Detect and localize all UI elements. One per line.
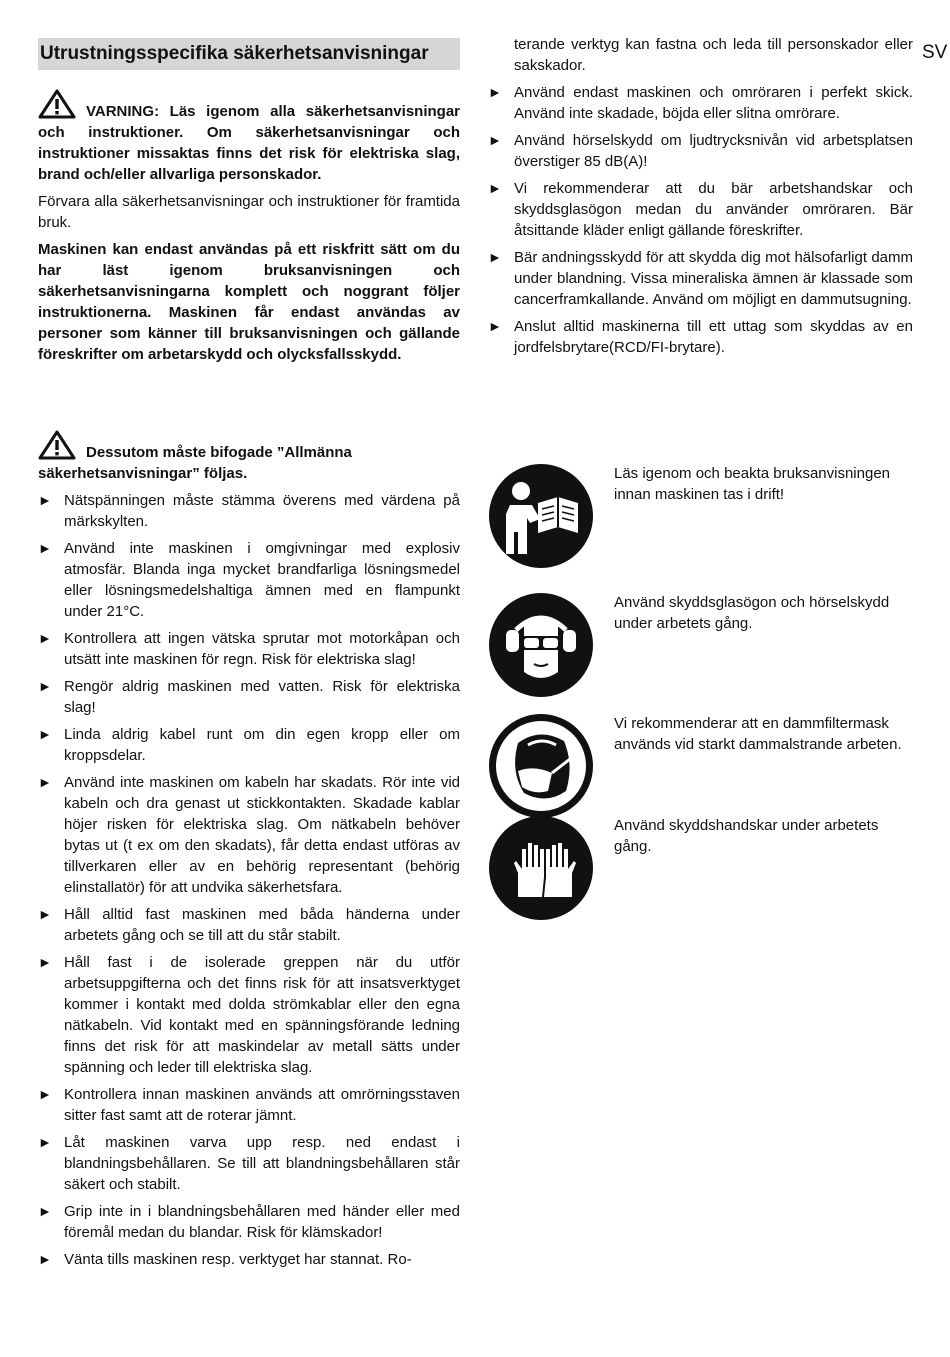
bullet-marker: ► [488, 132, 502, 148]
list-item: ► Håll fast i de isolerade greppen när du utför arbetsuppgifterna och det finns risk för att insatsverktyget kommer i kontakt med dolda strömkablar eller den egna nätkabeln. Vid kontakt med en spänningsförande ledning finns det risk för att maskindelar av metall sätts under spänning och leder till elektriska slag. [38, 954, 460, 1076]
list-item: ► Använd endast maskinen och omröraren i perfekt skick. Använd inte skadade, böjda eller slitna omrörare. [488, 84, 913, 122]
symbol-text: Vi rekommenderar att en dammfiltermask används vid starkt dammalstrande arbeten. [614, 715, 902, 753]
gloves-icon [488, 815, 594, 921]
warning-triangle-icon [38, 89, 76, 119]
list-item: ► Rengör aldrig maskinen med vatten. Risk för elektriska slag! [38, 678, 460, 716]
list-item: ► Linda aldrig kabel runt om din egen kropp eller om kroppsdelar. [38, 726, 460, 764]
list-item: ► Nätspänningen måste stämma överens med värdena på märkskylten. [38, 492, 460, 530]
list-item: ► Låt maskinen varva upp resp. ned endast i blandningsbehållaren. Se till att blandningsbehållaren står säkert och stabilt. [38, 1134, 460, 1193]
bullet-marker: ► [38, 906, 52, 922]
read-manual-icon [488, 463, 594, 569]
list-item: ► Vänta tills maskinen resp. verktyget har stannat. Ro- [38, 1251, 412, 1268]
dust-mask-icon [488, 713, 594, 819]
left-column [38, 38, 460, 371]
list-item: ► Vi rekommenderar att du bär arbetshandskar och skyddsglasögon medan du använder omröraren. Bär åtsittande kläder enligt gällande föreskrifter. [488, 180, 913, 239]
symbol-text: Läs igenom och beakta bruksanvisningen innan maskinen tas i drift! [614, 465, 891, 503]
section-heading: Utrustningsspecifika säkerhetsanvisningar [38, 38, 460, 70]
bullet-marker: ► [38, 492, 52, 508]
goggles-ear-protection-icon [488, 592, 594, 698]
additional-safety-section [38, 430, 460, 1276]
bullet-marker: ► [38, 726, 52, 742]
right-column [488, 34, 913, 364]
bullet-marker: ► [38, 1134, 52, 1150]
bullet-marker: ► [488, 84, 502, 100]
bullet-marker: ► [38, 954, 52, 970]
list-item: ► Håll alltid fast maskinen med båda händerna under arbetets gång och se till att du står stabilt. [38, 906, 460, 944]
list-item: ► Kontrollera innan maskinen används att omrörningsstaven sitter fast samt att de roterar jämnt. [38, 1086, 460, 1124]
list-item: ► Använd inte maskinen om kabeln har skadats. Rör inte vid kabeln och dra genast ut stickkontakten. Skadade kablar höjer risken för elektriska slag. Om nätkabeln behöver bytas ut (t ex om den skadats), får detta endast utföras av tillverkaren eller av en behörig representant (behörig elinstallatör) för att undvika säkerhetsfara. [38, 774, 460, 896]
bullet-marker: ► [488, 318, 502, 334]
list-item: ► Bär andningsskydd för att skydda dig mot hälsofarligt damm under blandning. Vissa mineraliska ämnen är klassade som cancerframkallande. Använd om möjligt en dammutsugning. [488, 249, 913, 308]
bullet-marker: ► [38, 1086, 52, 1102]
list-item: ► Grip inte in i blandningsbehållaren med händer eller med föremål medan du blandar. Risk för klämskador! [38, 1203, 460, 1241]
additional-heading: Dessutom måste bifogade ”Allmänna säkerhetsanvisningar” följas. [38, 430, 460, 484]
warning-label: VARNING [86, 103, 155, 120]
list-item: ► Använd inte maskinen i omgivningar med explosiv atmosfär. Blanda inga mycket brandfarliga lösningsmedel eller lösningsmedelshaltiga ämnen med en flampunkt under 21°C. [38, 540, 460, 620]
left-bullet-list [38, 490, 460, 1270]
bullet-marker: ► [38, 540, 52, 556]
warning-paragraph [38, 89, 460, 185]
continued-text: terande verktyg kan fastna och leda till personskador eller sakskador. [514, 36, 913, 74]
bullet-marker: ► [38, 1203, 52, 1219]
warning-text: : Läs igenom alla säkerhetsanvisningar och instruktioner. Om säkerhetsanvisningar och instruktioner missaktas finns det risk för elektriska slag, brand och/eller allvarliga personskador. [38, 103, 460, 183]
symbol-text: Använd skyddshandskar under arbetets gång. [614, 817, 879, 855]
bullet-marker: ► [38, 630, 52, 646]
bullet-marker: ► [488, 249, 502, 265]
bullet-marker: ► [488, 180, 502, 196]
list-item: ► Kontrollera att ingen vätska sprutar mot motorkåpan och utsätt inte maskinen för regn. Risk för elektriska slag! [38, 630, 460, 668]
keep-instructions-text: Förvara alla säkerhetsanvisningar och instruktioner för framtida bruk. [38, 193, 460, 231]
warning-triangle-icon [38, 430, 76, 460]
usage-text: Maskinen kan endast användas på ett riskfritt sätt om du har läst igenom bruksanvisningen och säkerhetsanvisningarna komplett och noggrant följer instruktionerna. Maskinen får endast användas av personer som känner till bruksanvisningen och gällande föreskrifter om arbetarskydd och olycksfallsskydd. [38, 241, 460, 363]
list-item: ► Anslut alltid maskinerna till ett uttag som skyddas av en jordfelsbrytare(RCD/FI-brytare). [488, 318, 913, 356]
right-bullet-list [488, 82, 913, 358]
bullet-marker: ► [38, 678, 52, 694]
language-tag: SV [922, 42, 948, 63]
bullet-marker: ► [38, 1251, 52, 1267]
bullet-marker: ► [38, 774, 52, 790]
symbol-text: Använd skyddsglasögon och hörselskydd under arbetets gång. [614, 594, 890, 632]
list-item: ► Använd hörselskydd om ljudtrycksnivån vid arbetsplatsen överstiger 85 dB(A)! [488, 132, 913, 170]
